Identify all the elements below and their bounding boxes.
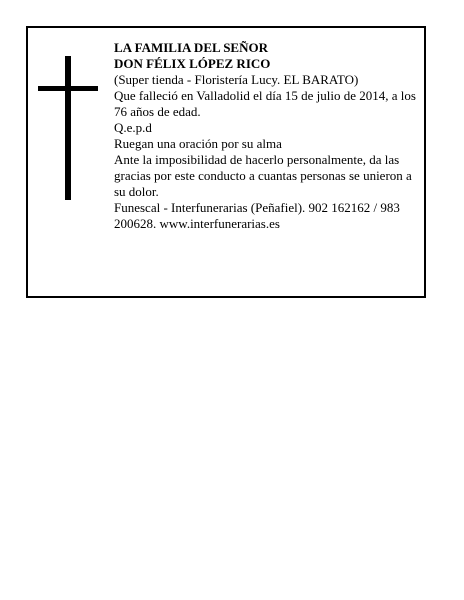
- cross-icon: [38, 56, 98, 200]
- deceased-name: DON FÉLIX LÓPEZ RICO: [114, 56, 271, 71]
- cross-horizontal-bar: [38, 86, 98, 91]
- funeral-home-info: Funescal - Interfunerarias (Peñafiel). 902 162162 / 983 200628. www.interfunerarias.es: [114, 200, 400, 231]
- obituary-text: [114, 40, 419, 232]
- thanks-message: Ante la imposibilidad de hacerlo personalmente, da las gracias por este conducto a cuantas personas se unieron a su dolor.: [114, 152, 412, 199]
- death-info: Que falleció en Valladolid el día 15 de julio de 2014, a los 76 años de edad.: [114, 88, 416, 119]
- heading-line-1: LA FAMILIA DEL SEÑOR: [114, 40, 268, 55]
- obituary-notice: [26, 26, 426, 298]
- cross-vertical-bar: [65, 56, 71, 200]
- affiliation: (Super tienda - Floristería Lucy. EL BARATO): [114, 72, 359, 87]
- prayer-request: Ruegan una oración por su alma: [114, 136, 282, 151]
- qepd: Q.e.p.d: [114, 120, 152, 135]
